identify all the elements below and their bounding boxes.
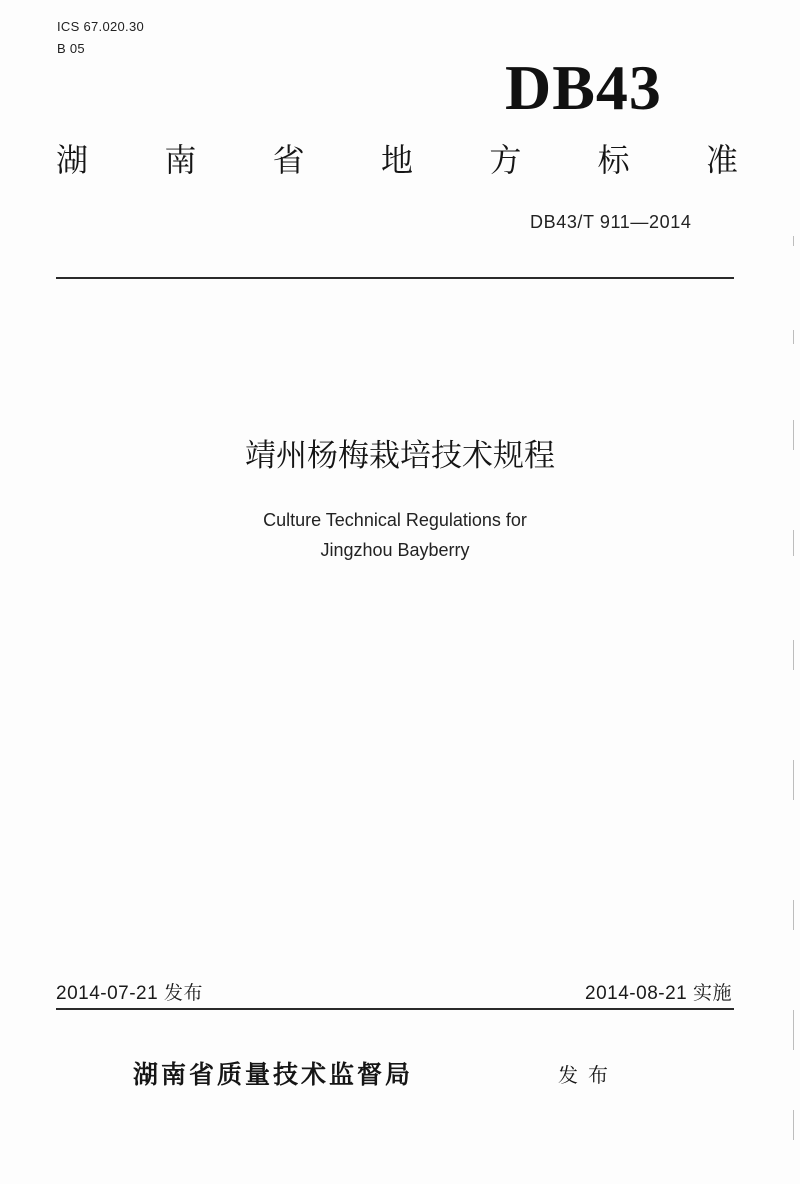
top-divider — [56, 277, 734, 279]
standard-type-char: 准 — [705, 141, 738, 179]
scan-edge-mark — [793, 760, 794, 800]
issuing-authority: 湖南省质量技术监督局 — [133, 1060, 414, 1089]
issue-date: 2014-07-21 发布 — [56, 983, 203, 1004]
title-english-line-2: Jingzhou Bayberry — [320, 540, 470, 560]
standard-type-char: 湖 — [56, 141, 89, 179]
standard-type-char: 地 — [380, 141, 413, 179]
scan-edge-mark — [793, 420, 794, 450]
standard-type-char: 标 — [597, 141, 630, 179]
scan-edge-mark — [793, 1110, 794, 1140]
scan-edge-mark — [793, 900, 794, 930]
ccs-code: B 05 — [57, 41, 85, 56]
standard-type-char: 方 — [489, 141, 522, 179]
issue-label: 发布 — [558, 1063, 618, 1087]
implementation-date: 2014-08-21 实施 — [585, 983, 732, 1004]
scan-edge-mark — [793, 640, 794, 670]
ics-code: ICS 67.020.30 — [57, 19, 145, 34]
title-chinese: 靖州杨梅栽培技术规程 — [245, 438, 555, 474]
scan-edge-mark — [793, 1010, 794, 1050]
standard-type — [56, 138, 738, 182]
standard-type-char: 省 — [272, 141, 305, 179]
scan-edge-mark — [793, 330, 794, 344]
standard-number: DB43/T 911—2014 — [530, 212, 692, 232]
title-english-line-1: Culture Technical Regulations for — [263, 510, 527, 530]
scan-edge-mark — [793, 236, 794, 246]
bottom-divider — [56, 1008, 734, 1010]
standard-mark: DB43 — [505, 52, 662, 123]
scan-edge-mark — [793, 530, 794, 556]
standard-type-char: 南 — [164, 141, 197, 179]
